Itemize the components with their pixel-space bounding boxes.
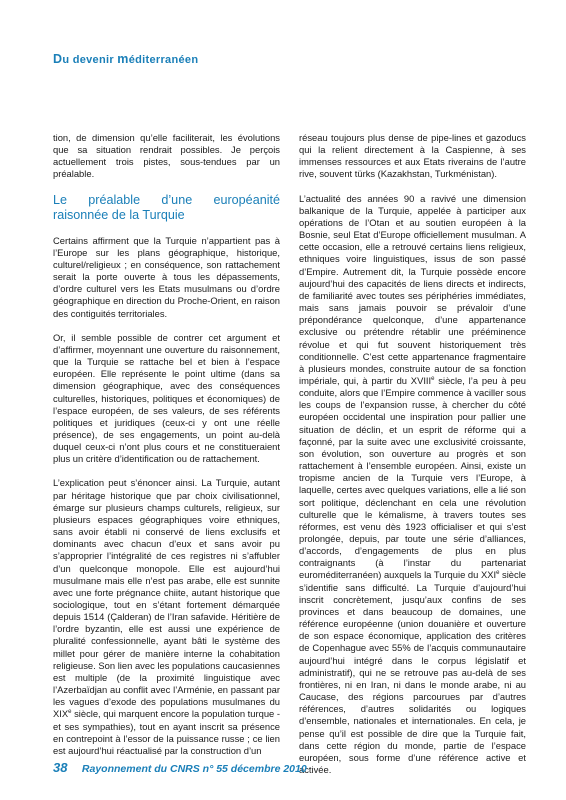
section-title: Le préalable d’une européanité raisonnée de la Turquie	[53, 192, 280, 222]
publication-title: Rayonnement du CNRS n° 55 décembre 2010	[81, 763, 307, 775]
running-head-initial: D	[53, 52, 63, 66]
paragraph-continued: réseau toujours plus dense de pipe-lines et gazoducs qui la relient directement à la Caspienne, à ses immenses ressources et aux Etats riverains de l’autre rive, souvent türks (Kazakhstan, Turkménistan).	[299, 132, 526, 180]
superscript: e	[68, 709, 72, 716]
paragraph-text: siècle s’identifie sans difficulté. La Turquie d’aujourd’hui inscrit concrètement, jusqu’aux confins de ses provinces et dans beaucoup de domaines, une référence européenne (union douanière et ouverture de son espace économique, application des critères de Copenhague avec 55% de l’acquis communautaire aujourd’hui intégré dans le corpus législatif et administratif), qui ne se retrouve pas au-delà de ses frontières, ni en Iran, ni dans le monde arabe, ni au Caucase, des régions parcourues par d’autres références, d’autres solidarités ou logiques d’ensemble, nationales et internationales. En cela, je pense qu’il est possible de dire que la Turquie fait, dans cette région du monde, partie de l’espace européen, sous forme d’une référence active et activée.	[299, 569, 526, 775]
paragraph-text: siècle, qui marquent encore la population turque - et ses sympathies), tout en ayant inscrit sa présence en contrepoint à l’essor de la puissance russe ; ce lien est aujourd’hui réactualisé par la construction d’un	[53, 708, 280, 756]
superscript: e	[431, 375, 435, 382]
paragraph: Or, il semble possible de contrer cet argument et d’affirmer, moyennant une ouverture du raisonnement, que la Turquie se rattache bel et bien à l’espace européen. Elle représente le point ultime (dans sa dimension géographique, avec des conséquences culturelles, historiques, politiques et économiques) de l’espace européen, de ses valeurs, de ses référents politiques et juridiques (ceux-ci y ont une réelle présence), de ses engagements, un point au-delà duquel ceux-ci n’ont plus cours et ne constitueraient plus un critère d’identification ou de rattachement.	[53, 331, 280, 465]
paragraph-continued: tion, de dimension qu’elle faciliterait, les évolutions que sa situation rendrait possibles. Je perçois actuellement trois pistes, sous-tendues par un préalable.	[53, 132, 280, 180]
paragraph	[53, 477, 280, 757]
running-head-text-b: éditerranéen	[128, 54, 199, 66]
running-head-initial-m: m	[117, 52, 129, 66]
page-number: 38	[53, 760, 68, 775]
page-footer	[53, 759, 307, 777]
paragraph-text: L’actualité des années 90 a ravivé une dimension balkanique de la Turquie, appelée à participer aux opérations de l’Otan et au soutien européen à la Bosnie, seul Etat d’Europe officiellement musulman. A cette occasion, elle a retrouvé certains liens religieux, ethniques voire linguistiques, issus de son passé d’Empire. Autrement dit, la Turquie possède encore aujourd’hui des capacités de liens directs et indirects, de familiarité avec toutes ses périphéries immédiates, mais sans jamais pouvoir se prévaloir d’une prépondérance quelconque, d’une appartenance exclusive ou prétendre rétablir une prééminence révolue et qui fut souvent historiquement très conditionnelle. C’est cette appartenance fragmentaire à plusieurs mondes, construite autour de sa fonction impériale, qui, à partir du XVIII	[299, 192, 526, 386]
paragraph: Certains affirment que la Turquie n’appartient pas à l’Europe sur les plans géographique, historique, culturel/religieux ; en conséquence, son rattachement serait la porte ouverte à tous les dépassements, d’ordre culturel vers les Etats musulmans ou d’ordre géographique en direction du Proche-Orient, en raison des contiguités territoriales.	[53, 234, 280, 319]
left-column	[53, 132, 280, 769]
paragraph-text: L’explication peut s’énoncer ainsi. La Turquie, autant par héritage historique que par choix civilisationnel, émarge sur plusieurs champs culturels, religieux, sur plusieurs espaces géographiques voire ethniques, sans avoir établi ni conservé de liens exclusifs et dominants avec chacun d’eux et sans avoir pu s’approprier l’intégralité de ces registres ni s’affubler d’un quelconque monopole. Elle est aujourd’hui musulmane mais elle n’est pas arabe, elle est sunnite avec une forte prégnance chiite, autant historique que sociologique, tout en s’étant fortement démarquée depuis 1514 (Çalderan) de l’Iran safavide. Héritière de l’ordre byzantin, elle est aussi une expérience de pluralité confessionnelle, ayant bâti le système des millet pour gérer de manière interne la cohabitation religieuse. Son lien avec les populations caucasiennes est multiple (de la proximité linguistique avec l’Azerbaïdjan au conflit avec l’Arménie, en passant par les vagues d’exode des populations musulmanes du XIX	[53, 477, 280, 720]
right-column	[299, 132, 526, 788]
running-head-text-a: u devenir	[62, 54, 118, 66]
running-head	[53, 52, 198, 66]
superscript: e	[496, 570, 500, 577]
paragraph	[299, 193, 526, 777]
paragraph-text: siècle, l’a peu à peu conduite, alors que l’Empire commence à vaciller sous les coups de l’expansion russe, à chercher du côté européen occidental une inspiration pour pallier une situation de déclin, et un esprit de réforme qui a façonné, par la suite avec une exclusivité croissante, son évolution, son ouverture au progrès et son rattachement à l’ensemble européen. Ainsi, existe un tropisme ancien de la Turquie vers l’Europe, à laquelle, certes avec quelques variations, elle a lié son sort politique, déclenchant en cela une révolution culturelle que le kémalisme, à travers toutes ses réformes, est venu dès 1923 officialiser et qui s’est prolongée, depuis, par toute une série d’alliances, d’accords, d’engagements de plus en plus contraignants (à l’instar du partenariat euroméditerranéen) auxquels la Turquie du XXI	[299, 374, 526, 581]
